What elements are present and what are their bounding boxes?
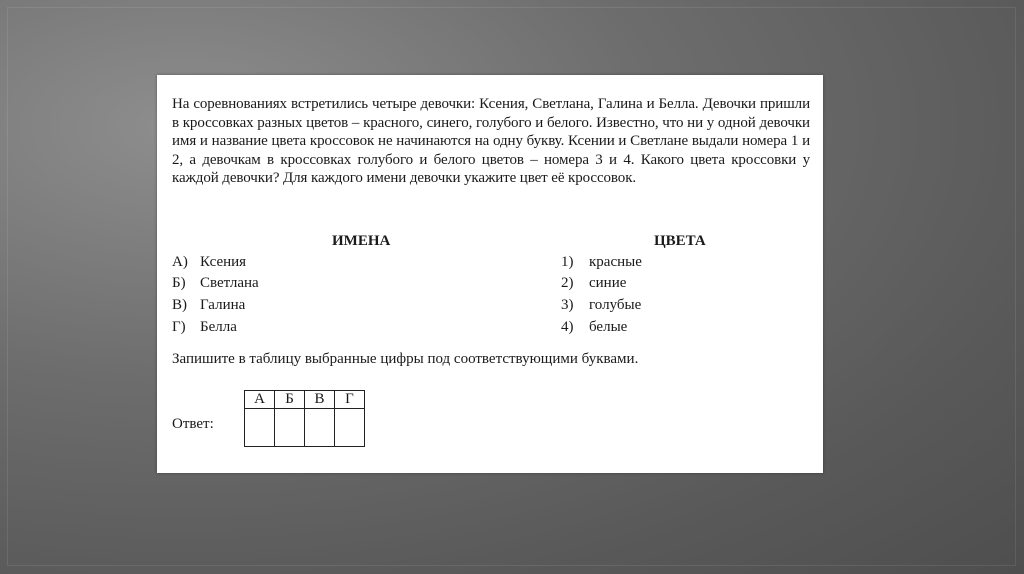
problem-text: На соревнованиях встретились четыре девочки: Ксения, Светлана, Галина и Белла. Девочки пришли в кроссовках разных цветов – красного, синего, голубого и белого. Известно, что ни у одной девочки имя и название цвета кроссовок не начинаются на одну букву. Ксении и Светлане выдали номера 1 и 2, а девочкам в кроссовках голубого и белого цветов – номера 3 и 4. Какого цвета кроссовки у каждой девочки? Для каждого имени девочки укажите цвет её кроссовок. — [172, 96, 810, 187]
color-option-1 — [561, 253, 642, 271]
answer-cell-g[interactable] — [335, 409, 365, 447]
option-marker: Г) — [172, 319, 186, 335]
option-label: красные — [589, 254, 642, 270]
answer-cell-a[interactable] — [245, 409, 275, 447]
option-marker: 4) — [561, 319, 574, 335]
option-label: Белла — [200, 319, 237, 335]
name-option-a — [172, 253, 246, 271]
option-marker: 3) — [561, 297, 574, 313]
answer-header-g: Г — [335, 391, 365, 409]
option-marker: В) — [172, 297, 187, 313]
instruction-text: Запишите в таблицу выбранные цифры под соответствующими буквами. — [172, 351, 639, 367]
name-option-g — [172, 318, 237, 336]
color-option-4 — [561, 318, 627, 336]
option-marker: А) — [172, 254, 188, 270]
color-option-2 — [561, 274, 626, 292]
option-label: Светлана — [200, 275, 259, 291]
option-marker: 2) — [561, 275, 574, 291]
option-label: Ксения — [200, 254, 247, 270]
name-option-b — [172, 274, 259, 292]
name-option-v — [172, 296, 245, 314]
answer-cell-v[interactable] — [305, 409, 335, 447]
option-marker: Б) — [172, 275, 186, 291]
answer-label: Ответ: — [172, 416, 214, 432]
option-marker: 1) — [561, 254, 574, 270]
answer-cell-b[interactable] — [275, 409, 305, 447]
option-label: белые — [589, 319, 628, 335]
color-option-3 — [561, 296, 641, 314]
answer-header-v: В — [305, 391, 335, 409]
task-sheet — [157, 75, 823, 473]
answer-header-b: Б — [275, 391, 305, 409]
option-label: Галина — [200, 297, 246, 313]
names-heading: ИМЕНА — [332, 233, 391, 249]
answer-header-a: А — [245, 391, 275, 409]
option-label: голубые — [589, 297, 642, 313]
answer-table — [244, 390, 365, 447]
colors-heading: ЦВЕТА — [654, 233, 706, 249]
option-label: синие — [589, 275, 627, 291]
